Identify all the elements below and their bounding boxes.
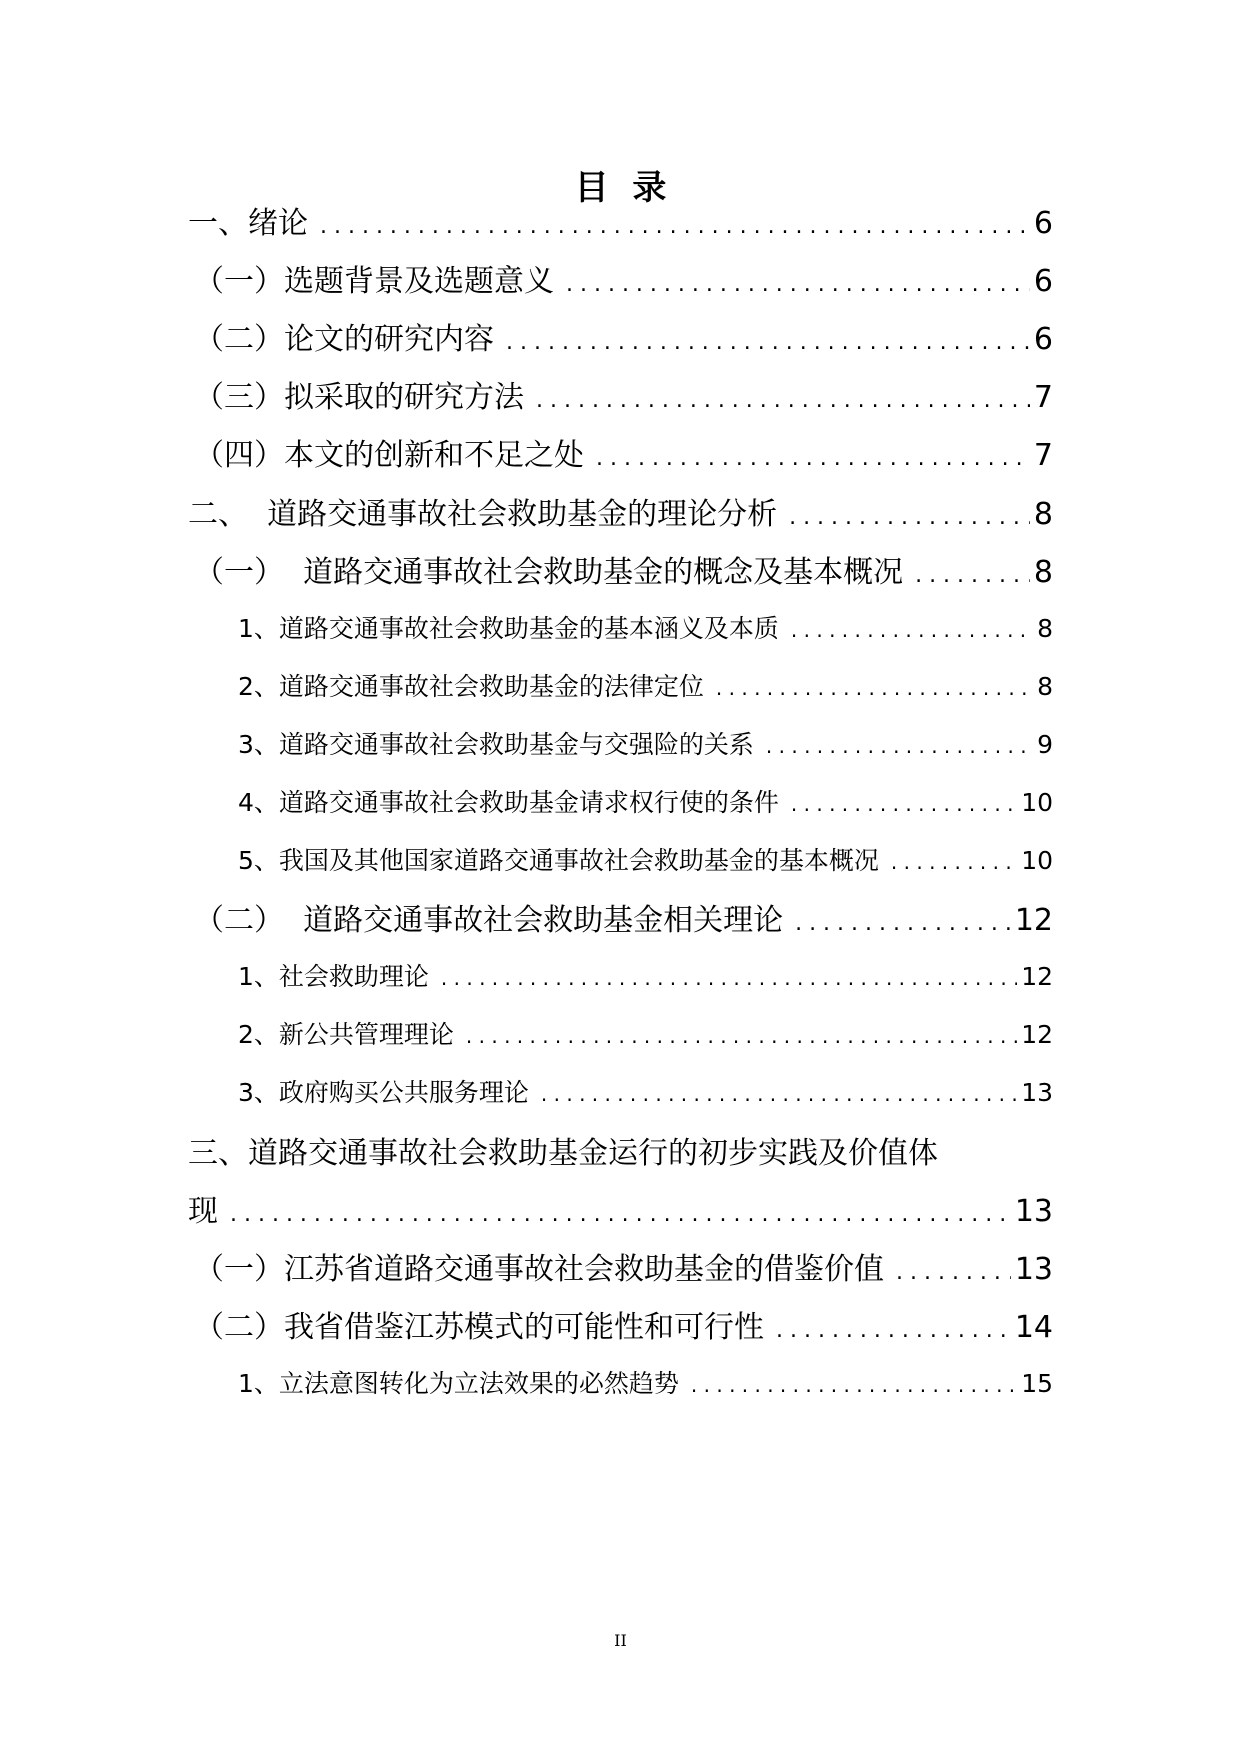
dot-leader bbox=[789, 505, 1030, 530]
dot-leader bbox=[691, 1373, 1017, 1397]
toc-entry-page: 12 bbox=[1014, 903, 1053, 938]
dot-leader bbox=[766, 734, 1033, 758]
toc-entry[interactable] bbox=[238, 783, 1053, 819]
toc-entry-page: 8 bbox=[1033, 497, 1053, 532]
toc-entry-page: 8 bbox=[1033, 555, 1053, 590]
page-title: 目 录 bbox=[574, 168, 667, 208]
toc-entry-page: 12 bbox=[1021, 962, 1053, 991]
toc-entry[interactable] bbox=[188, 489, 1053, 533]
toc-entry-text: 3、政府购买公共服务理论 bbox=[238, 1078, 529, 1107]
toc-entry-page: 13 bbox=[1014, 1194, 1053, 1229]
toc-entry[interactable] bbox=[238, 725, 1053, 761]
toc-entry-text: （二） 道路交通事故社会救助基金相关理论 bbox=[194, 903, 784, 938]
dot-leader bbox=[716, 676, 1033, 700]
toc-entry-page: 13 bbox=[1014, 1252, 1053, 1287]
toc-entry[interactable] bbox=[194, 895, 1053, 939]
toc-entry-page: 8 bbox=[1037, 614, 1053, 643]
toc-entry[interactable] bbox=[194, 256, 1053, 300]
toc-entry-text: 2、新公共管理理论 bbox=[238, 1020, 454, 1049]
toc-entry-text: 2、道路交通事故社会救助基金的法律定位 bbox=[238, 672, 704, 701]
dot-leader bbox=[896, 1260, 1011, 1285]
toc-entry-page: 6 bbox=[1033, 264, 1053, 299]
toc-entry-text: （一）选题背景及选题意义 bbox=[194, 264, 554, 299]
toc-entry-text: （四）本文的创新和不足之处 bbox=[194, 438, 584, 473]
toc-entry[interactable] bbox=[238, 1015, 1053, 1051]
toc-entry[interactable] bbox=[194, 1302, 1053, 1346]
dot-leader bbox=[791, 792, 1017, 816]
toc-entry-text: 现 bbox=[188, 1194, 218, 1229]
toc-entry-text: （二）我省借鉴江苏模式的可能性和可行性 bbox=[194, 1310, 764, 1345]
toc-entry-page: 12 bbox=[1021, 1020, 1053, 1049]
toc-entry[interactable] bbox=[194, 1244, 1053, 1288]
dot-leader bbox=[791, 618, 1033, 642]
dot-leader bbox=[506, 330, 1030, 355]
toc-entry-page: 7 bbox=[1033, 380, 1053, 415]
dot-leader bbox=[776, 1318, 1011, 1343]
dot-leader bbox=[441, 966, 1017, 990]
toc-entry-text: 4、道路交通事故社会救助基金请求权行使的条件 bbox=[238, 788, 779, 817]
toc-entry[interactable] bbox=[194, 372, 1053, 416]
toc-entry-page: 6 bbox=[1033, 322, 1053, 357]
toc-entry-wrapped-line[interactable]: 三、道路交通事故社会救助基金运行的初步实践及价值体 bbox=[188, 1136, 938, 1171]
toc-entry-page: 14 bbox=[1014, 1310, 1053, 1345]
toc-entry[interactable] bbox=[194, 430, 1053, 474]
toc-entry-text: 5、我国及其他国家道路交通事故社会救助基金的基本概况 bbox=[238, 846, 879, 875]
dot-leader bbox=[596, 446, 1030, 471]
toc-entry-page: 6 bbox=[1033, 206, 1053, 241]
toc-entry-text: 1、社会救助理论 bbox=[238, 962, 429, 991]
toc-entry-text: （一） 道路交通事故社会救助基金的概念及基本概况 bbox=[194, 555, 904, 590]
toc-entry[interactable] bbox=[238, 841, 1053, 877]
dot-leader bbox=[536, 388, 1030, 413]
toc-entry-text: （三）拟采取的研究方法 bbox=[194, 380, 524, 415]
toc-entry-page: 8 bbox=[1037, 672, 1053, 701]
toc-entry[interactable] bbox=[238, 1364, 1053, 1400]
toc-entry-page: 9 bbox=[1037, 730, 1053, 759]
dot-leader bbox=[891, 850, 1017, 874]
toc-entry[interactable] bbox=[238, 957, 1053, 993]
toc-entry-page: 7 bbox=[1033, 438, 1053, 473]
page-number: II bbox=[614, 1631, 627, 1650]
dot-leader bbox=[795, 911, 1011, 936]
toc-entry-text: （一）江苏省道路交通事故社会救助基金的借鉴价值 bbox=[194, 1252, 884, 1287]
toc-entry-text: 3、道路交通事故社会救助基金与交强险的关系 bbox=[238, 730, 754, 759]
dot-leader bbox=[466, 1024, 1017, 1048]
toc-entry-text: 1、立法意图转化为立法效果的必然趋势 bbox=[238, 1369, 679, 1398]
dot-leader bbox=[541, 1082, 1017, 1106]
dot-leader bbox=[915, 563, 1030, 588]
toc-entry[interactable] bbox=[194, 314, 1053, 358]
dot-leader bbox=[230, 1202, 1011, 1227]
toc-entry-page: 15 bbox=[1021, 1369, 1053, 1398]
toc-entry[interactable] bbox=[194, 547, 1053, 591]
toc-entry-text: 1、道路交通事故社会救助基金的基本涵义及本质 bbox=[238, 614, 779, 643]
toc-entry-page: 10 bbox=[1021, 846, 1053, 875]
toc-entry-text: 一、绪论 bbox=[188, 206, 308, 241]
toc-entry-text: 二、 道路交通事故社会救助基金的理论分析 bbox=[188, 497, 778, 532]
toc-entry-page: 10 bbox=[1021, 788, 1053, 817]
toc-entry-page: 13 bbox=[1021, 1078, 1053, 1107]
toc-entry[interactable] bbox=[238, 1073, 1053, 1109]
toc-entry-text: （二）论文的研究内容 bbox=[194, 322, 494, 357]
dot-leader bbox=[566, 272, 1030, 297]
toc-entry[interactable] bbox=[188, 198, 1053, 242]
toc-entry[interactable] bbox=[188, 1186, 1053, 1230]
toc-entry[interactable] bbox=[238, 609, 1053, 645]
dot-leader bbox=[320, 214, 1030, 239]
toc-entry[interactable] bbox=[238, 667, 1053, 703]
